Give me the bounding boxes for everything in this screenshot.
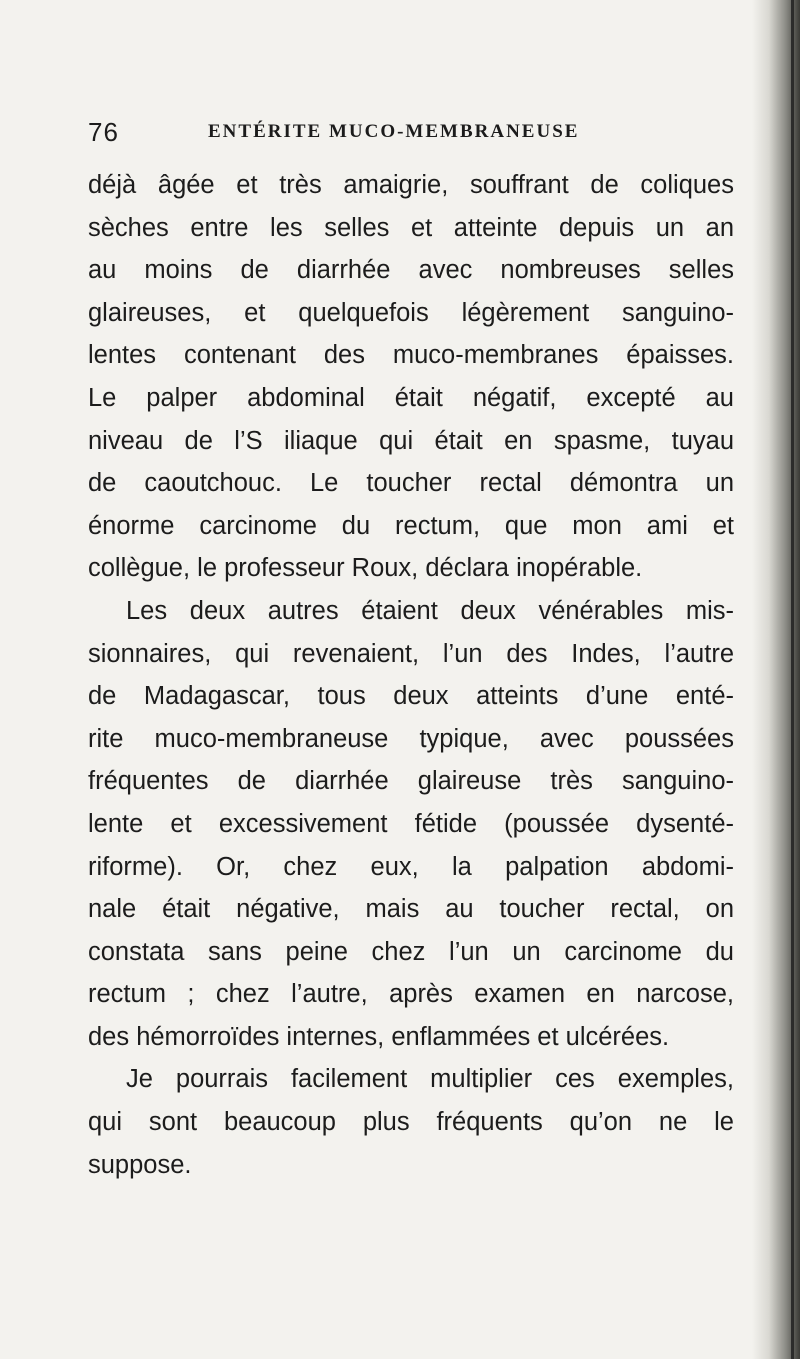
- text-line: qui sont beaucoup plus fréquents qu’on ne le: [88, 1108, 734, 1137]
- running-title: ENTÉRITE MUCO-MEMBRANEUSE: [208, 121, 580, 142]
- text-line: de Madagascar, tous deux atteints d’une enté-: [88, 682, 734, 711]
- text-line: Je pourrais facilement multiplier ces exemples,: [126, 1065, 734, 1094]
- text-line: des hémorroïdes internes, enflammées et ulcérées.: [88, 1022, 670, 1051]
- text-line: déjà âgée et très amaigrie, souffrant de coliques: [88, 171, 734, 199]
- text-line: Le palper abdominal était négatif, excepté au: [88, 383, 734, 412]
- text-line: nale était négative, mais au toucher rectal, on: [88, 895, 734, 924]
- page-header: [88, 117, 748, 147]
- text-line: au moins de diarrhée avec nombreuses selles: [88, 256, 734, 285]
- text-line: fréquentes de diarrhée glaireuse très sanguino-: [88, 767, 734, 796]
- text-line: lentes contenant des muco-membranes épaisses.: [88, 341, 734, 370]
- text-line: constata sans peine chez l’un un carcinome du: [88, 937, 734, 966]
- text-line: lente et excessivement fétide (poussée dysenté-: [88, 809, 734, 838]
- text-line: rectum ; chez l’autre, après examen en narcose,: [88, 980, 734, 1009]
- text-line: rite muco-membraneuse typique, avec poussées: [88, 724, 734, 753]
- text-line: sionnaires, qui revenaient, l’un des Indes, l’autre: [88, 639, 734, 668]
- text-line: Les deux autres étaient deux vénérables mis-: [126, 596, 734, 625]
- text-line: de caoutchouc. Le toucher rectal démontra un: [88, 469, 734, 498]
- text-line: énorme carcinome du rectum, que mon ami et: [88, 511, 734, 540]
- text-line: riforme). Or, chez eux, la palpation abdomi-: [88, 852, 734, 881]
- text-line: glaireuses, et quelquefois légèrement sanguino-: [88, 298, 734, 327]
- page-number: 76: [88, 117, 119, 147]
- page-edge-line: [791, 0, 794, 1359]
- body-text: [88, 164, 734, 1186]
- text-line: niveau de l’S iliaque qui était en spasme, tuyau: [88, 426, 734, 455]
- text-line: sèches entre les selles et atteinte depuis un an: [88, 213, 734, 242]
- text-line: suppose.: [88, 1150, 192, 1179]
- text-line: collègue, le professeur Roux, déclara inopérable.: [88, 554, 643, 583]
